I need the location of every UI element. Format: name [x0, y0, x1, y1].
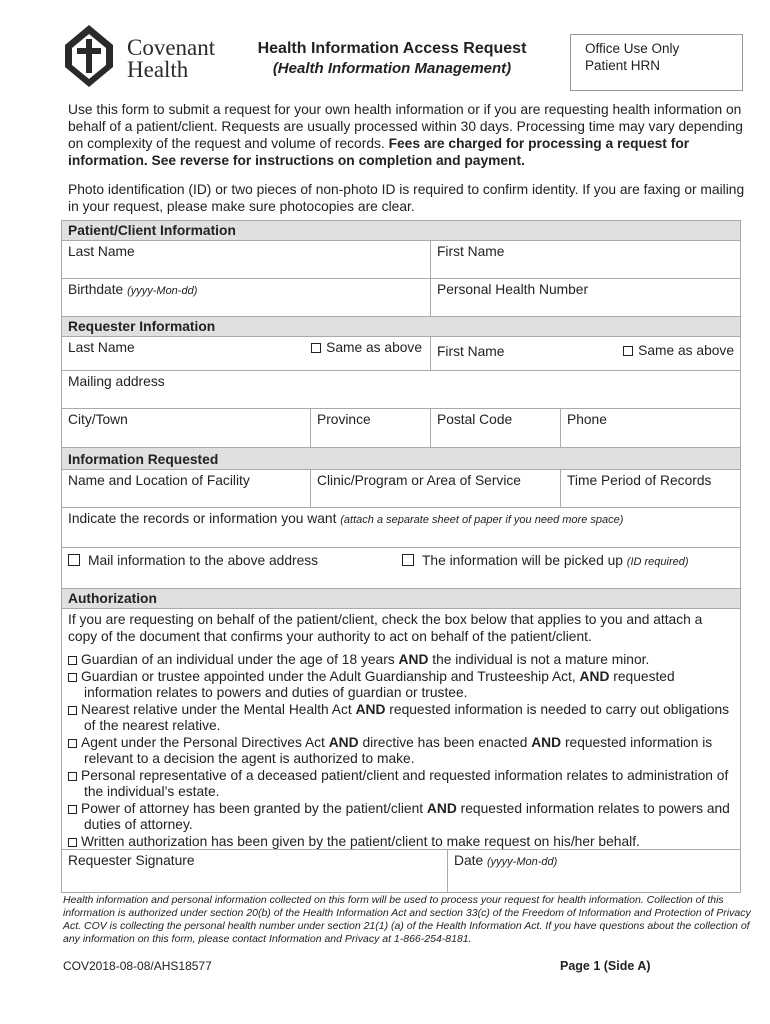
label: Requester Signature: [68, 853, 195, 868]
patient-birthdate-field[interactable]: [61, 278, 431, 317]
auth-option-a: Agent under the Personal Directives Act: [81, 734, 329, 750]
hint: (yyyy-Mon-dd): [127, 285, 198, 297]
checkbox-icon: [68, 805, 77, 814]
office-use-box: [570, 34, 743, 91]
checkbox-icon: [311, 343, 321, 353]
id-note: Photo identification (ID) or two pieces of non-photo ID is required to confirm identity. If you are faxing or mailing in your request, please make sure photocopies are clear.: [68, 182, 745, 214]
postal-code-field[interactable]: [430, 408, 561, 448]
clinic-field[interactable]: [310, 469, 561, 508]
office-use-label: Office Use Only: [585, 41, 680, 56]
page-number: Page 1 (Side A): [560, 959, 651, 973]
auth-intro: If you are requesting on behalf of the patient/client, check the box below that applies to you and attach a copy of the document that confirms your authority to act on behalf of the patient/client.: [68, 612, 703, 644]
label: Personal Health Number: [437, 282, 589, 297]
requester-first-name-field[interactable]: [430, 336, 741, 371]
auth-option-c: directive has been enacted: [358, 734, 532, 750]
label: Same as above: [638, 343, 734, 358]
checkbox-icon: [68, 772, 77, 781]
auth-option-b: AND: [328, 734, 359, 750]
privacy-notice: Health information and personal information collected on this form will be used to process your request for health information. Collection of this information is authorized under section 20(b) of the Health Information Act and section 33(c) of the Freedom of Information and Protection of Privacy Act. COV is collecting the personal health number under section 21(1) (a) of the Health Information Act. If you have questions about the collection of any information on this form, please contact Information and Privacy at 1-866-254-8181.: [63, 894, 751, 945]
form-code: COV2018-08-08/AHS18577: [63, 959, 212, 973]
delivery-options-row: [61, 547, 741, 589]
checkbox-icon: [402, 554, 414, 566]
requester-last-name-field[interactable]: [61, 336, 431, 371]
info-section-header: Information Requested: [61, 447, 741, 470]
auth-option-c: requested information relates to powers and duties of attorney.: [84, 800, 730, 832]
label: Clinic/Program or Area of Service: [317, 473, 521, 488]
label: Name and Location of Facility: [68, 473, 250, 488]
checkbox-icon: [68, 739, 77, 748]
province-field[interactable]: [310, 408, 431, 448]
auth-option-a: Power of attorney has been granted by the patient/client: [81, 800, 427, 816]
auth-option-c: requested information is needed to carry out obligations of the nearest relative.: [84, 701, 730, 733]
label: Last Name: [68, 244, 135, 259]
label: First Name: [437, 244, 505, 259]
label: First Name: [437, 344, 505, 359]
label: Indicate the records or information you want: [68, 511, 337, 526]
label: Mailing address: [68, 374, 165, 389]
date-field[interactable]: [447, 849, 741, 893]
auth-option[interactable]: [68, 652, 734, 669]
auth-option-b: AND: [579, 668, 610, 684]
auth-option-c: requested information relates to powers and duties of guardian or trustee.: [84, 668, 675, 700]
label: Same as above: [326, 340, 422, 355]
auth-option-a: Guardian or trustee appointed under the Adult Guardianship and Trusteeship Act,: [81, 668, 580, 684]
auth-section-header: Authorization: [61, 588, 741, 609]
records-wanted-field[interactable]: [61, 507, 741, 548]
label: Birthdate: [68, 282, 124, 297]
logo-line1: Covenant: [127, 35, 216, 60]
requester-section-header: Requester Information: [61, 316, 741, 337]
patient-section-header: Patient/Client Information: [61, 220, 741, 241]
label: Last Name: [68, 340, 135, 355]
patient-hrn-label: Patient HRN: [585, 58, 661, 73]
auth-option[interactable]: [68, 801, 734, 834]
intro-text: [68, 101, 753, 169]
pickup-checkbox[interactable]: [402, 553, 689, 568]
auth-option[interactable]: [68, 735, 734, 768]
auth-option[interactable]: [68, 834, 734, 851]
checkbox-icon: [623, 346, 633, 356]
label: Postal Code: [437, 412, 513, 427]
label: The information will be picked up: [422, 553, 623, 568]
intro-fees: Fees are charged for processing a request for information. See reverse for instructions on completion and payment.: [68, 136, 690, 168]
auth-options: [68, 652, 734, 850]
label: Date: [454, 853, 484, 868]
mail-checkbox[interactable]: [68, 553, 318, 568]
auth-body: [61, 608, 741, 850]
logo-line2: Health: [127, 57, 189, 82]
auth-option-b: AND: [426, 800, 457, 816]
checkbox-icon: [68, 554, 80, 566]
covenant-logo-icon: [63, 23, 115, 89]
city-field[interactable]: [61, 408, 311, 448]
intro-body: Use this form to submit a request for your own health information or if you are requesting health information on behalf of a patient/client. Requests are usually processed within 30 days. Processing time may vary depending on complexity of the request and volume of records.: [68, 102, 743, 151]
patient-first-name-field[interactable]: [430, 240, 741, 279]
mailing-address-field[interactable]: [61, 370, 741, 409]
auth-option-a: Written authorization has been given by the patient/client to make request on his/her behalf.: [81, 833, 640, 849]
page-title: Health Information Access Request: [257, 40, 527, 57]
page-subtitle: (Health Information Management): [272, 60, 512, 77]
hint: (yyyy-Mon-dd): [487, 856, 558, 868]
checkbox-icon: [68, 673, 77, 682]
label: Time Period of Records: [567, 473, 712, 488]
patient-phn-field[interactable]: [430, 278, 741, 317]
auth-option-a: Guardian of an individual under the age of 18 years: [81, 652, 399, 667]
auth-option-c: the individual is not a mature minor.: [428, 652, 650, 667]
label: Phone: [567, 412, 607, 427]
phone-field[interactable]: [560, 408, 741, 448]
auth-option[interactable]: [68, 768, 734, 801]
auth-option-b: AND: [355, 701, 386, 717]
patient-last-name-field[interactable]: [61, 240, 431, 279]
auth-option-a: Nearest relative under the Mental Health Act: [81, 701, 356, 717]
auth-option-e: requested information is relevant to a decision the agent is authorized to make.: [84, 734, 713, 766]
auth-option-b: AND: [398, 652, 429, 667]
same-as-above-checkbox-1[interactable]: [311, 340, 422, 355]
auth-option-a: Personal representative of a deceased patient/client and requested information relates to administration of the individual’s estate.: [81, 767, 729, 799]
time-period-field[interactable]: [560, 469, 741, 508]
label: City/Town: [68, 412, 128, 427]
label: Mail information to the above address: [88, 553, 319, 568]
same-as-above-checkbox-2[interactable]: [623, 343, 734, 358]
checkbox-icon: [68, 706, 77, 715]
hint: (attach a separate sheet of paper if you need more space): [340, 514, 624, 526]
hint: (ID required): [626, 556, 689, 568]
signature-field[interactable]: [61, 849, 448, 893]
label: Province: [317, 412, 371, 427]
facility-field[interactable]: [61, 469, 311, 508]
auth-option-d: AND: [531, 734, 562, 750]
auth-option[interactable]: [68, 669, 734, 702]
checkbox-icon: [68, 838, 77, 847]
auth-option[interactable]: [68, 702, 734, 735]
checkbox-icon: [68, 656, 77, 665]
